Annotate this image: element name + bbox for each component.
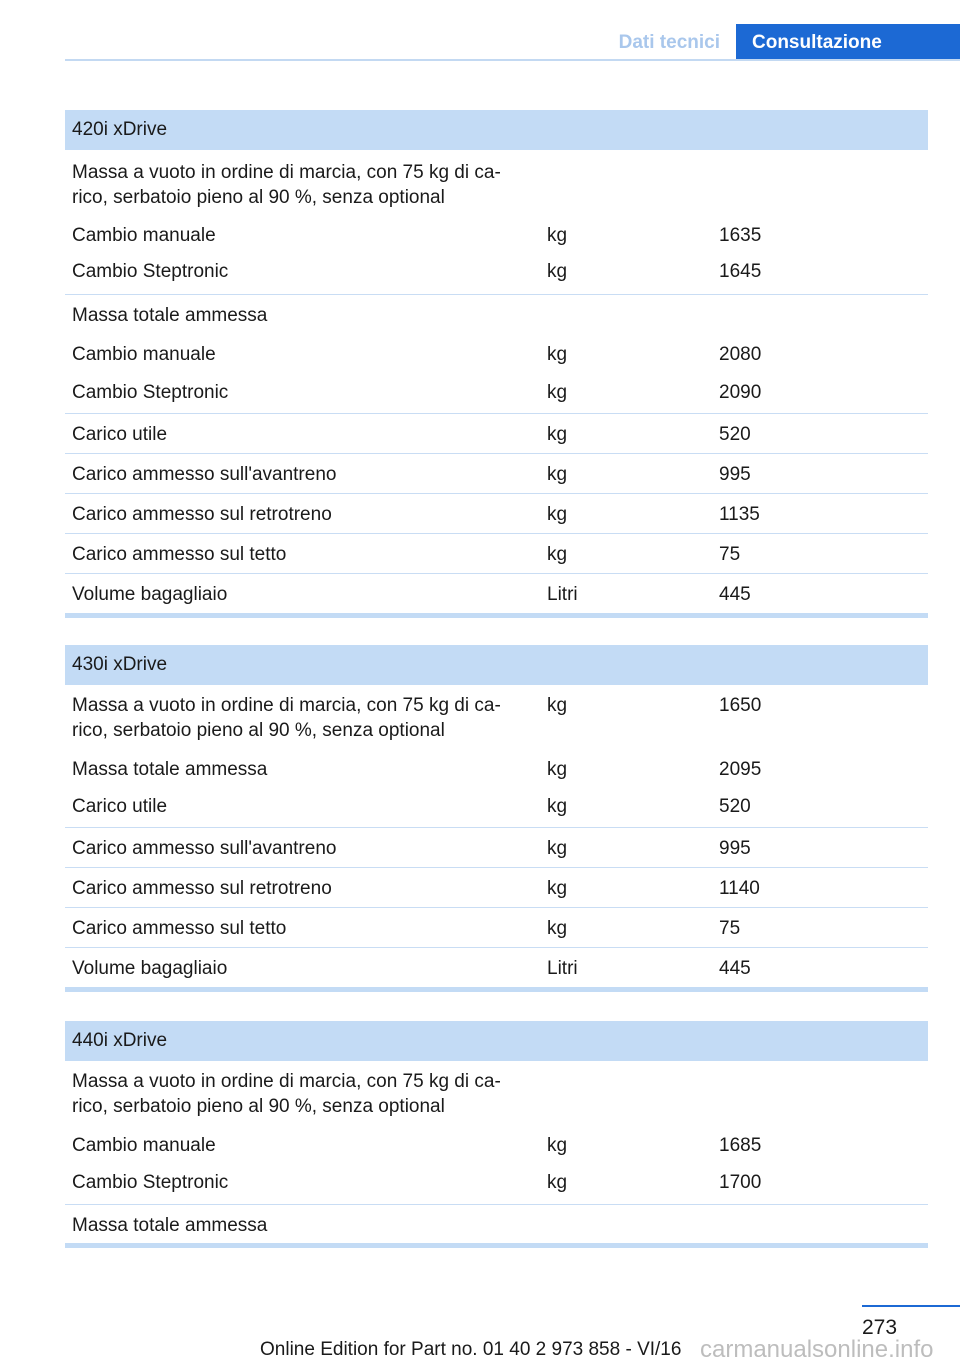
row-label: Massa totale ammessa: [72, 305, 268, 326]
row-label: Carico ammesso sull'avantreno: [72, 464, 337, 485]
table-row: [65, 868, 928, 908]
row-value: 1700: [719, 1172, 762, 1193]
row-unit: [540, 1213, 712, 1243]
row-unit: Litri: [547, 584, 578, 605]
row-unit: kg: [547, 838, 568, 859]
row-label: Massa a vuoto in ordine di marcia, con 75 kg di ca-rico, serbatoio pieno al 90 %, senza optional: [72, 162, 501, 208]
row-label: Cambio manuale: [72, 1135, 216, 1156]
row-label: Cambio Steptronic: [72, 1172, 229, 1193]
row-value: 2080: [719, 344, 762, 365]
row-value: 1685: [719, 1135, 762, 1156]
table-row: [65, 1163, 928, 1205]
table-row: [65, 908, 928, 948]
row-value: 445: [719, 958, 751, 979]
table-footer-rule: [65, 1243, 928, 1248]
spec-table-440i: [65, 1021, 928, 1248]
row-unit: kg: [547, 225, 568, 246]
watermark: carmanualsonline.info: [700, 1336, 934, 1363]
row-value: [712, 303, 928, 334]
table-row: [65, 1205, 928, 1243]
row-label: Carico ammesso sul tetto: [72, 918, 287, 939]
row-label: Massa a vuoto in ordine di marcia, con 75 kg di ca-rico, serbatoio pieno al 90 %, senza optional: [72, 695, 501, 741]
row-unit: [525, 160, 712, 214]
row-label: Cambio manuale: [72, 225, 216, 246]
row-label: Massa totale ammessa: [72, 759, 268, 780]
table-row: [65, 574, 928, 613]
row-label: Carico utile: [72, 424, 168, 445]
row-value: 1645: [719, 261, 762, 282]
row-unit: kg: [547, 1172, 568, 1193]
row-value: 2090: [719, 382, 762, 403]
row-label: Volume bagagliaio: [72, 584, 228, 605]
row-value: 1650: [719, 695, 762, 716]
header-divider: [65, 59, 960, 61]
row-value: 520: [719, 424, 751, 445]
table-row: [65, 295, 928, 334]
row-unit: [525, 1069, 712, 1125]
row-value: 1135: [719, 504, 760, 525]
row-unit: kg: [547, 918, 568, 939]
row-value: [712, 1069, 928, 1125]
row-value: [712, 160, 928, 214]
table-row: [65, 334, 928, 373]
row-value: 995: [719, 838, 751, 859]
page-header: [65, 24, 960, 61]
table-row: [65, 150, 928, 214]
table-row: [65, 1125, 928, 1163]
row-label: Massa totale ammessa: [72, 1215, 268, 1236]
section-tab-consultazione[interactable]: Consultazione: [736, 24, 960, 61]
row-label: Massa a vuoto in ordine di marcia, con 75 kg di ca-rico, serbatoio pieno al 90 %, senza optional: [72, 1071, 501, 1117]
row-unit: Litri: [547, 958, 578, 979]
table-row: [65, 828, 928, 868]
table-row: [65, 1061, 928, 1125]
row-label: Carico ammesso sull'avantreno: [72, 838, 337, 859]
section-tab-dati-tecnici[interactable]: Dati tecnici: [618, 32, 720, 53]
table-row: [65, 373, 928, 414]
row-value: 75: [719, 544, 741, 565]
row-value: 445: [719, 584, 751, 605]
row-unit: kg: [547, 382, 568, 403]
table-row: [65, 414, 928, 454]
row-unit: kg: [547, 759, 568, 780]
page-number: 273: [862, 1316, 898, 1339]
row-label: Cambio Steptronic: [72, 261, 229, 282]
row-unit: kg: [547, 504, 568, 525]
row-unit: kg: [547, 695, 568, 716]
row-label: Cambio manuale: [72, 344, 216, 365]
table-row: [65, 948, 928, 987]
table-row: [65, 214, 928, 252]
row-unit: kg: [547, 544, 568, 565]
row-value: [712, 1213, 928, 1243]
table-row: [65, 494, 928, 534]
row-unit: kg: [547, 344, 568, 365]
online-edition-note: Online Edition for Part no. 01 40 2 973 858 - VI/16: [260, 1339, 682, 1360]
row-value: 995: [719, 464, 751, 485]
table-title: 440i xDrive: [65, 1021, 928, 1061]
row-value: 1140: [719, 878, 760, 899]
table-title: 430i xDrive: [65, 645, 928, 685]
spec-table-420i: [65, 110, 928, 618]
row-unit: kg: [547, 878, 568, 899]
row-label: Carico ammesso sul retrotreno: [72, 504, 332, 525]
row-value: 75: [719, 918, 741, 939]
row-unit: kg: [547, 796, 568, 817]
footer-rule: [862, 1305, 960, 1307]
row-unit: kg: [547, 1135, 568, 1156]
table-title: 420i xDrive: [65, 110, 928, 150]
spec-table-430i: [65, 645, 928, 992]
row-label: Volume bagagliaio: [72, 958, 228, 979]
row-unit: [540, 303, 712, 334]
table-footer-rule: [65, 613, 928, 618]
row-unit: kg: [547, 261, 568, 282]
row-value: 1635: [719, 225, 762, 246]
table-row: [65, 534, 928, 574]
row-value: 2095: [719, 759, 762, 780]
row-unit: kg: [547, 424, 568, 445]
row-label: Carico utile: [72, 796, 168, 817]
table-row: [65, 787, 928, 828]
table-footer-rule: [65, 987, 928, 992]
table-row: [65, 454, 928, 494]
table-row: [65, 252, 928, 295]
row-label: Cambio Steptronic: [72, 382, 229, 403]
row-label: Carico ammesso sul tetto: [72, 544, 287, 565]
table-row: [65, 685, 928, 749]
row-unit: kg: [547, 464, 568, 485]
table-row: [65, 749, 928, 787]
row-label: Carico ammesso sul retrotreno: [72, 878, 332, 899]
row-value: 520: [719, 796, 751, 817]
